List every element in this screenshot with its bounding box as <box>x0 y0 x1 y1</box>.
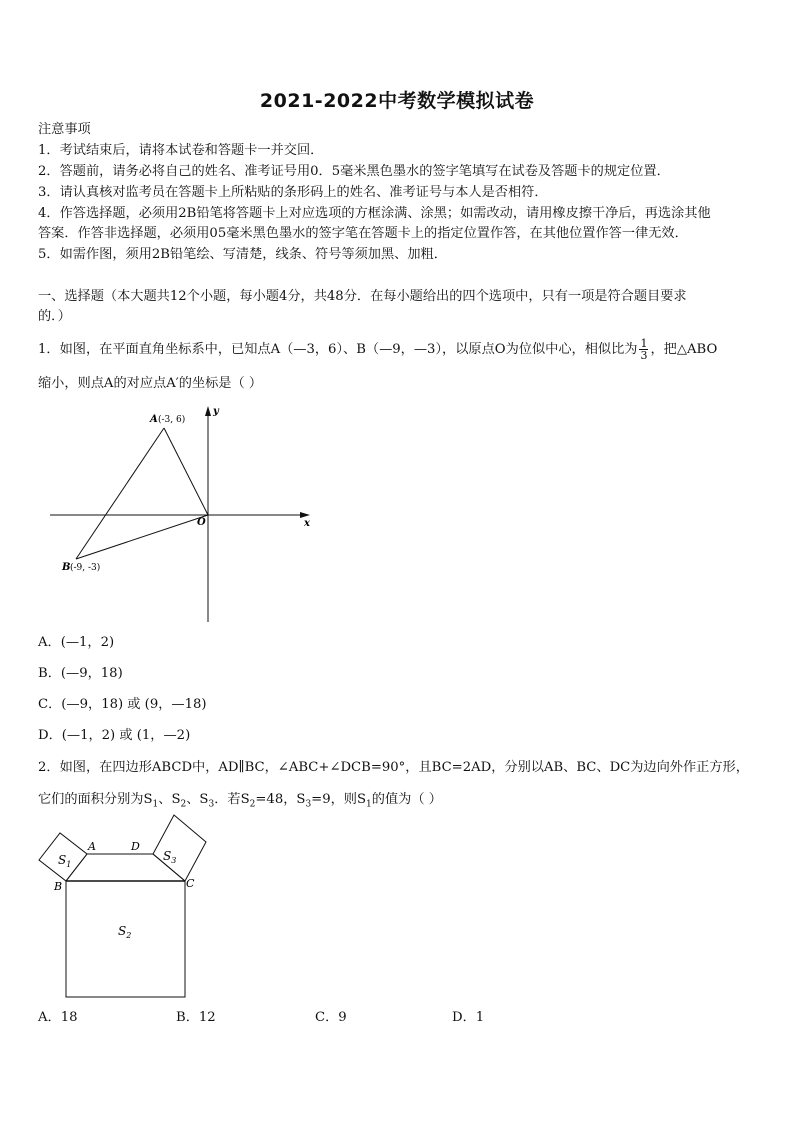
y-axis-label: y <box>213 406 219 417</box>
option-c: C．(—9，18) 或 (9，—18) <box>38 697 207 712</box>
option-a: A．(—1，2) <box>38 635 115 650</box>
notice-item: 4．作答选择题，必须用2B铅笔将答题卡上对应选项的方框涂满、涂黑；如需改动，请用橡皮擦干净后，再选涂其他 <box>38 206 711 221</box>
notice-item: 5．如需作图，须用2B铅笔绘、写清楚，线条、符号等须加黑、加粗． <box>38 247 447 262</box>
squares-figure <box>30 810 230 1005</box>
section-heading: 一、选择题（本大题共12个小题，每小题4分，共48分．在每小题给出的四个选项中，只有一项是符合题目要求 <box>38 289 687 304</box>
s3-label: $S_3$ <box>163 849 177 865</box>
q2-option-b: B．12 <box>176 1010 216 1025</box>
q2-option-c: C．9 <box>315 1010 347 1025</box>
point-a-coord: (-3, 6) <box>158 415 186 425</box>
question-1-text: 1．如图，在平面直角坐标系中，已知点A（—3，6）、B（—9，—3），以原点O为位似中心，相似比为 $\frac{1}{3}$ ，把△ABO <box>38 337 718 362</box>
question-2-text-cont: 它们的面积分别为$S_1$、$S_2$、$S_3$．若$S_2=48$，$S_3=9$，则$S_1$的值为（ ） <box>38 792 442 810</box>
option-b: B．(—9，18) <box>38 666 123 681</box>
vertex-d-label: D <box>131 840 140 853</box>
point-b-coord: (-9, -3) <box>70 563 101 573</box>
notice-item: 答案．作答非选择题，必须用05毫米黑色墨水的签字笔在答题卡上的指定位置作答，在其他位置作答一律无效． <box>38 226 688 241</box>
notice-item: 1．考试结束后，请将本试卷和答题卡一并交回． <box>38 143 324 158</box>
s2-label: $S_2$ <box>118 924 132 940</box>
q2-option-a: A．18 <box>38 1010 78 1025</box>
q2-option-d: D．1 <box>452 1010 485 1025</box>
point-a-label: A <box>150 414 158 425</box>
page-title: 2021-2022中考数学模拟试卷 <box>259 90 535 112</box>
vertex-a-label: A <box>88 840 96 853</box>
question-1-text-cont: 缩小，则点A的对应点A′的坐标是（ ） <box>38 376 263 391</box>
section-heading-cont: 的．） <box>38 309 71 324</box>
x-axis-label: x <box>304 518 310 529</box>
notice-heading: 注意事项 <box>38 122 91 137</box>
fraction: $\frac{1}{3}$ <box>640 337 648 362</box>
origin-label: O <box>197 517 206 528</box>
question-2-text: 2．如图，在四边形ABCD中，AD∥BC，∠ABC+∠DCB=90°，且BC=2AD，分别以AB、BC、DC为边向外作正方形， <box>38 760 749 775</box>
point-b-label: B <box>62 562 71 573</box>
notice-item: 3．请认真核对监考员在答题卡上所粘贴的条形码上的姓名、准考证号与本人是否相符． <box>38 185 548 200</box>
coordinate-figure <box>40 400 330 630</box>
option-d: D．(—1，2) 或 (1，—2) <box>38 728 191 743</box>
notice-item: 2．答题前，请务必将自己的姓名、准考证号用0．5毫米黑色墨水的签字笔填写在试卷及答题卡的规定位置． <box>38 164 670 179</box>
s1-label: $S_1$ <box>58 853 72 869</box>
vertex-c-label: C <box>186 877 195 890</box>
vertex-b-label: B <box>54 880 63 893</box>
